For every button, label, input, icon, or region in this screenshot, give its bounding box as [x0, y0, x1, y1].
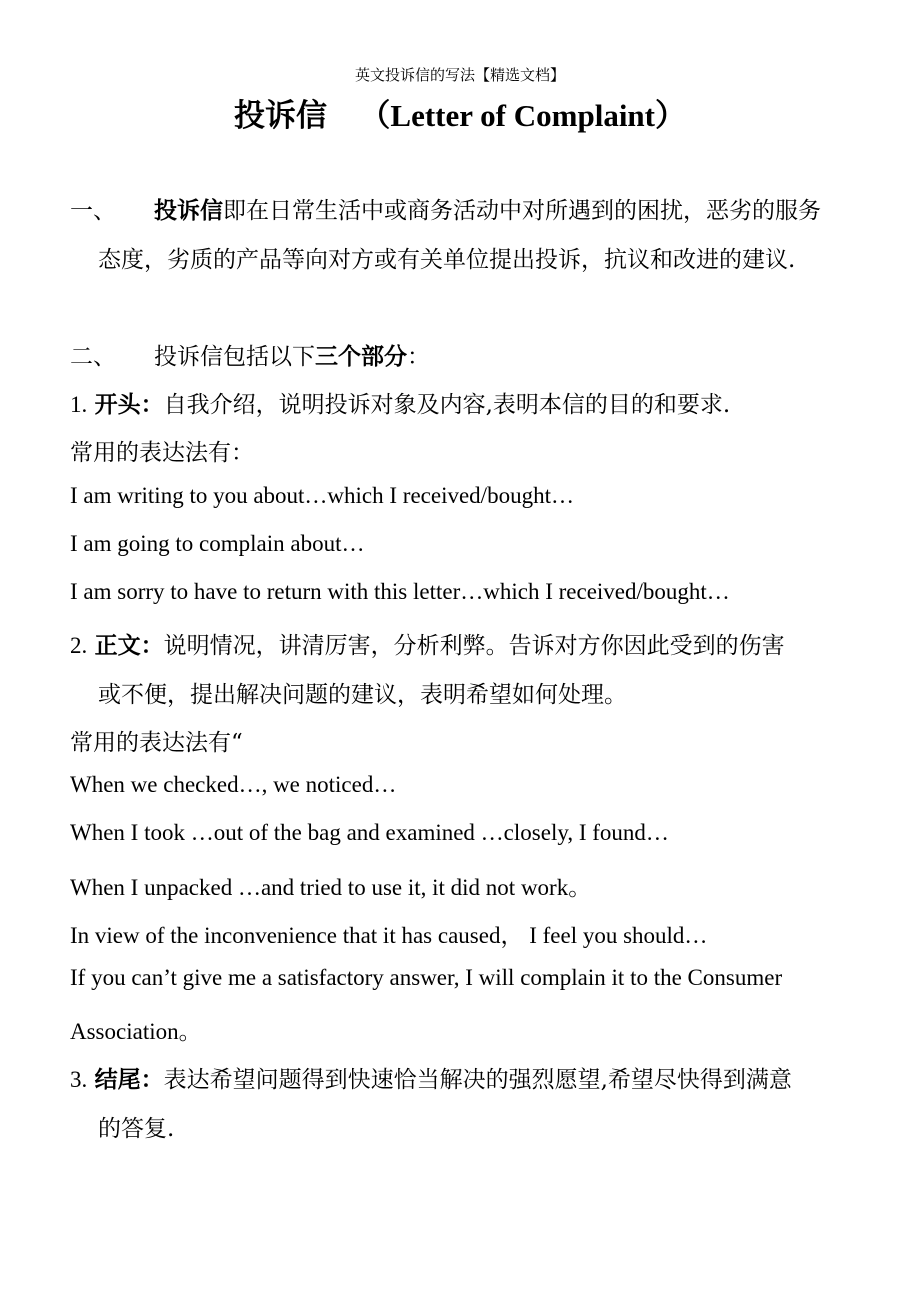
part-2-expr-intro: 常用的表达法有“ [70, 730, 243, 756]
part-2-line-1 [70, 627, 870, 660]
section-2-intro-end: ： [407, 344, 430, 370]
title-english: （Letter of Complaint） [359, 98, 686, 133]
part-2-expression: In view of the inconvenience that it has caused， I feel you should… [70, 923, 708, 948]
section-1-term: 投诉信 [154, 197, 223, 224]
part-3-colon: ： [140, 1066, 164, 1093]
part-1-expression: I am writing to you about…which I received/bought… [70, 483, 574, 508]
part-1-label: 开头 [94, 391, 141, 418]
document-header: 英文投诉信的写法【精选文档】 [354, 66, 565, 84]
part-2-line-2: 或不便，提出解决问题的建议，表明希望如何处理。 [98, 682, 627, 708]
part-1-colon: ： [140, 391, 164, 418]
part-1-number: 1. [70, 392, 88, 417]
part-2-number: 2. [70, 633, 88, 658]
part-2-expression: When I took …out of the bag and examined …closely, I found… [70, 820, 669, 845]
part-2-colon: ： [140, 632, 164, 659]
part-2-expression: Association。 [70, 1019, 202, 1044]
part-3-line-1 [70, 1061, 870, 1094]
section-2-number: 二、 [70, 344, 116, 370]
part-2-expression: When we checked…, we noticed… [70, 772, 397, 797]
section-2-heading [70, 338, 870, 371]
section-1-number: 一、 [70, 198, 116, 224]
part-2-label: 正文 [94, 632, 141, 659]
section-1-text: 即在日常生活中或商务活动中对所遇到的困扰，恶劣的服务 [223, 198, 821, 224]
part-1-expression: I am going to complain about… [70, 531, 365, 556]
part-2-expression: If you can’t give me a satisfactory answer, I will complain it to the Consumer [70, 965, 783, 990]
page-title [0, 90, 920, 135]
part-3-number: 3. [70, 1067, 88, 1092]
section-1-line-2: 态度，劣质的产品等向对方或有关单位提出投诉，抗议和改进的建议. [98, 247, 796, 273]
part-2-text: 说明情况，讲清厉害，分析利弊。告诉对方你因此受到的伤害 [163, 633, 785, 659]
part-3-label: 结尾 [94, 1066, 141, 1093]
section-2-intro: 投诉信包括以下 [154, 344, 315, 370]
part-3-text: 表达希望问题得到快速恰当解决的强烈愿望,希望尽快得到满意 [163, 1067, 792, 1093]
part-1-line [70, 386, 870, 419]
part-1-expr-intro: 常用的表达法有： [70, 440, 254, 466]
section-1-line-1 [70, 192, 870, 225]
part-1-expression: I am sorry to have to return with this letter…which I received/bought… [70, 579, 730, 604]
part-1-text: 自我介绍，说明投诉对象及内容,表明本信的目的和要求. [163, 392, 731, 418]
title-chinese: 投诉信 [234, 98, 327, 134]
section-2-intro-bold: 三个部分 [315, 343, 407, 370]
part-3-line-2: 的答复. [98, 1116, 175, 1142]
part-2-expression: When I unpacked …and tried to use it, it did not work。 [70, 875, 592, 900]
